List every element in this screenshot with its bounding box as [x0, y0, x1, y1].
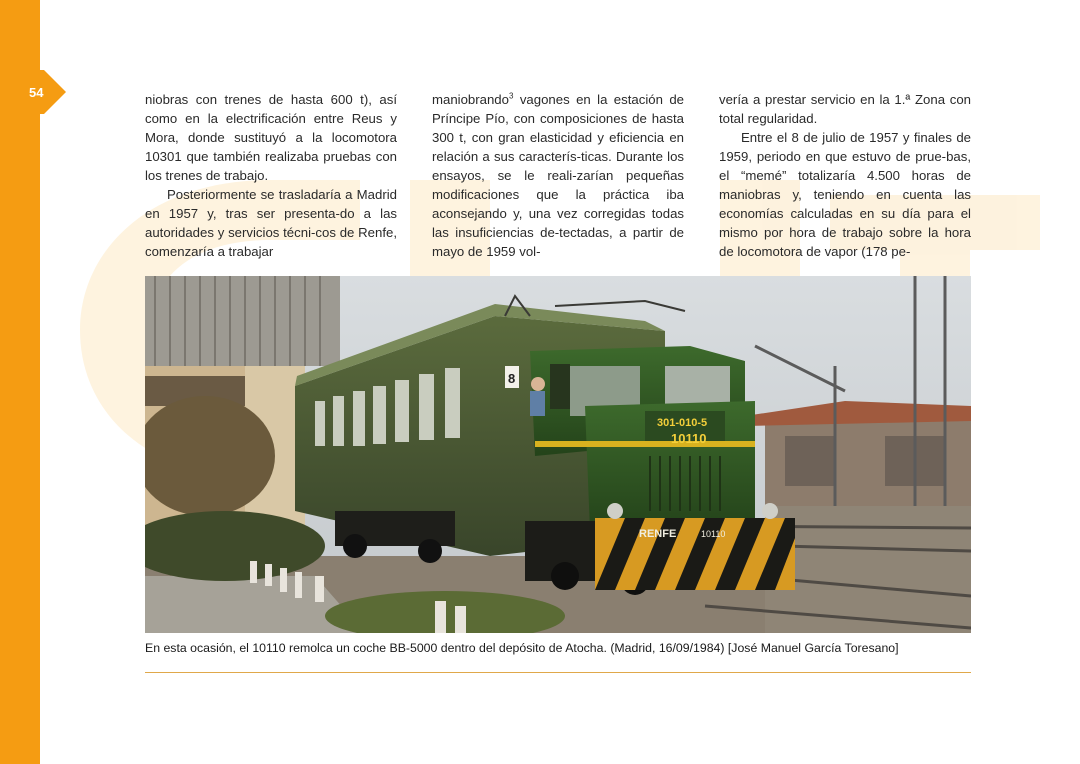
paragraph: [432, 90, 684, 261]
page-side-bar: [0, 0, 40, 764]
paragraph: Entre el 8 de julio de 1957 y finales de 1959, periodo en que estuvo de prue-bas, el “memé” totalizaría 4.500 horas de maniobras y, teniendo en cuenta las economías calculadas en su día para el mismo por hora de trabajo sobre la hora de locomotora de vapor (178 pe-: [719, 130, 971, 259]
page-number: 54: [29, 85, 44, 100]
loco-front-mark-number: 10110: [701, 529, 726, 539]
locomotive-photo: [145, 276, 971, 633]
caption-divider: [145, 672, 971, 673]
text-column-1: [145, 90, 397, 261]
loco-front-mark: RENFE: [639, 528, 677, 540]
paragraph: vería a prestar servicio en la 1.ª Zona con total regularidad.: [719, 92, 971, 126]
paragraph: niobras con trenes de hasta 600 t), así como en la electrificación entre Reus y Mora, donde sustituyó a la locomotora 10301 que también realizaba pruebas con los trenes de trabajo.: [145, 92, 397, 183]
footnote-marker: 3: [508, 91, 514, 101]
paragraph: Posteriormente se trasladaría a Madrid en 1957 y, tras ser presenta-do a las autoridades y servicios técni-cos de Renfe, comenzaría a trabajar: [145, 187, 397, 259]
loco-plate-top: 301-010-5: [657, 417, 708, 429]
text-column-3: [719, 90, 971, 261]
paragraph-text: vagones en la estación de Príncipe Pío, con composiciones de hasta 300 t, con gran elasticidad y eficiencia en relación a sus caracterís-ticas. Durante los ensayos, se le reali-zarían pequeñas modificaciones que la práctica iba aconsejando y, una vez corregidas todas las insuficiencias de-tectadas, a partir de mayo de 1959 vol-: [432, 92, 684, 259]
loco-plate-number: 10110: [671, 431, 707, 446]
paragraph-text: maniobrando: [432, 92, 509, 107]
photo-caption: En esta ocasión, el 10110 remolca un coche BB-5000 dentro del depósito de Atocha. (Madrid, 16/09/1984) [José Manuel García Toresano]: [145, 641, 899, 655]
loco-side-number: 8: [508, 371, 516, 386]
text-column-2: [432, 90, 684, 261]
